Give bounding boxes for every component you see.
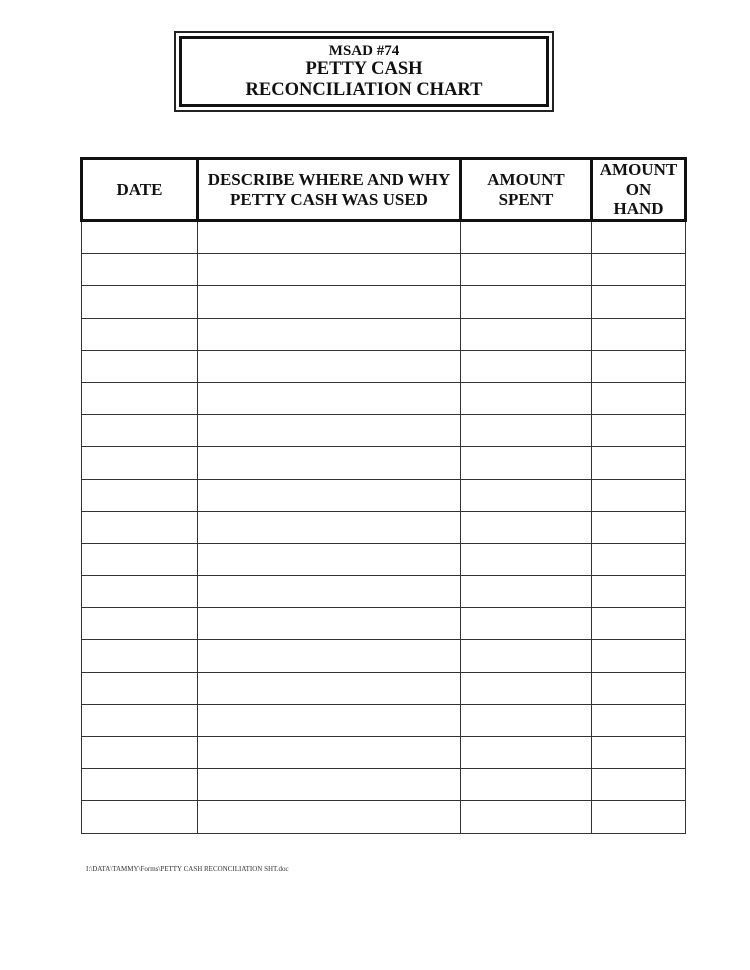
amount-spent-cell[interactable] — [461, 382, 592, 414]
amount-spent-cell[interactable] — [461, 769, 592, 801]
header-amount-on-hand-line-2: ON — [625, 179, 652, 199]
amount-spent-cell[interactable] — [461, 318, 592, 350]
header-row — [82, 159, 686, 221]
table-row — [82, 672, 686, 704]
description-cell[interactable] — [198, 672, 461, 704]
amount-spent-cell[interactable] — [461, 543, 592, 575]
description-cell[interactable] — [198, 479, 461, 511]
description-cell[interactable] — [198, 576, 461, 608]
header-description-line-1: DESCRIBE WHERE AND WHY — [207, 169, 451, 189]
header-description — [198, 159, 461, 221]
amount-on-hand-cell[interactable] — [592, 479, 686, 511]
table-row — [82, 737, 686, 769]
amount-on-hand-cell[interactable] — [592, 318, 686, 350]
description-cell[interactable] — [198, 254, 461, 286]
amount-spent-cell[interactable] — [461, 704, 592, 736]
reconciliation-table — [80, 157, 687, 834]
amount-spent-cell[interactable] — [461, 801, 592, 833]
table-row — [82, 576, 686, 608]
amount-spent-cell[interactable] — [461, 254, 592, 286]
description-cell[interactable] — [198, 447, 461, 479]
header-amount-spent-line-1: AMOUNT — [487, 169, 565, 189]
table-row — [82, 704, 686, 736]
date-cell[interactable] — [82, 221, 198, 254]
amount-on-hand-cell[interactable] — [592, 672, 686, 704]
description-cell[interactable] — [198, 543, 461, 575]
table-row — [82, 640, 686, 672]
date-cell[interactable] — [82, 254, 198, 286]
amount-spent-cell[interactable] — [461, 608, 592, 640]
date-cell[interactable] — [82, 511, 198, 543]
table-row — [82, 382, 686, 414]
organization-name: MSAD #74 — [328, 42, 400, 59]
table-row — [82, 254, 686, 286]
description-cell[interactable] — [198, 382, 461, 414]
description-cell[interactable] — [198, 737, 461, 769]
title-box — [174, 31, 554, 112]
table-row — [82, 415, 686, 447]
date-cell[interactable] — [82, 672, 198, 704]
date-cell[interactable] — [82, 704, 198, 736]
amount-on-hand-cell[interactable] — [592, 511, 686, 543]
header-description-line-2: PETTY CASH WAS USED — [230, 189, 428, 209]
amount-spent-cell[interactable] — [461, 350, 592, 382]
date-cell[interactable] — [82, 608, 198, 640]
date-cell[interactable] — [82, 769, 198, 801]
amount-on-hand-cell[interactable] — [592, 447, 686, 479]
date-cell[interactable] — [82, 382, 198, 414]
amount-spent-cell[interactable] — [461, 479, 592, 511]
table-row — [82, 479, 686, 511]
amount-on-hand-cell[interactable] — [592, 382, 686, 414]
header-amount-spent-line-2: SPENT — [498, 189, 554, 209]
amount-spent-cell[interactable] — [461, 737, 592, 769]
header-amount-on-hand-line-1: AMOUNT — [599, 160, 678, 180]
amount-spent-cell[interactable] — [461, 447, 592, 479]
table-row — [82, 447, 686, 479]
description-cell[interactable] — [198, 704, 461, 736]
description-cell[interactable] — [198, 640, 461, 672]
table-row — [82, 286, 686, 318]
date-cell[interactable] — [82, 640, 198, 672]
date-cell[interactable] — [82, 286, 198, 318]
table-row — [82, 769, 686, 801]
description-cell[interactable] — [198, 511, 461, 543]
table-row — [82, 543, 686, 575]
amount-on-hand-cell[interactable] — [592, 608, 686, 640]
amount-on-hand-cell[interactable] — [592, 543, 686, 575]
table-row — [82, 318, 686, 350]
date-cell[interactable] — [82, 415, 198, 447]
description-cell[interactable] — [198, 608, 461, 640]
amount-on-hand-cell[interactable] — [592, 254, 686, 286]
form-title-line-1: PETTY CASH — [305, 59, 423, 80]
table-row — [82, 608, 686, 640]
table-row — [82, 350, 686, 382]
amount-spent-cell[interactable] — [461, 640, 592, 672]
amount-on-hand-cell[interactable] — [592, 640, 686, 672]
amount-on-hand-cell[interactable] — [592, 801, 686, 833]
footer-file-path: I:\DATA\TAMMY\Forms\PETTY CASH RECONCILIATION SHT.doc — [86, 865, 289, 873]
date-cell[interactable] — [82, 447, 198, 479]
header-amount-on-hand-line-3: HAND — [613, 199, 664, 219]
date-cell[interactable] — [82, 350, 198, 382]
description-cell[interactable] — [198, 350, 461, 382]
date-cell[interactable] — [82, 479, 198, 511]
amount-on-hand-cell[interactable] — [592, 769, 686, 801]
table-row — [82, 511, 686, 543]
amount-spent-cell[interactable] — [461, 576, 592, 608]
description-cell[interactable] — [198, 769, 461, 801]
amount-spent-cell[interactable] — [461, 672, 592, 704]
header-date — [82, 159, 198, 221]
amount-on-hand-cell[interactable] — [592, 737, 686, 769]
description-cell[interactable] — [198, 318, 461, 350]
description-cell[interactable] — [198, 286, 461, 318]
amount-spent-cell[interactable] — [461, 286, 592, 318]
amount-on-hand-cell[interactable] — [592, 576, 686, 608]
title-inner-frame — [179, 36, 549, 107]
amount-on-hand-cell[interactable] — [592, 415, 686, 447]
table-row — [82, 221, 686, 254]
header-date-label: DATE — [116, 179, 163, 199]
amount-on-hand-cell[interactable] — [592, 221, 686, 254]
amount-spent-cell[interactable] — [461, 511, 592, 543]
date-cell[interactable] — [82, 318, 198, 350]
description-cell[interactable] — [198, 415, 461, 447]
amount-on-hand-cell[interactable] — [592, 350, 686, 382]
amount-spent-cell[interactable] — [461, 415, 592, 447]
header-amount-on-hand — [592, 159, 686, 221]
table-body — [82, 221, 686, 834]
date-cell[interactable] — [82, 576, 198, 608]
date-cell[interactable] — [82, 543, 198, 575]
amount-on-hand-cell[interactable] — [592, 704, 686, 736]
amount-on-hand-cell[interactable] — [592, 286, 686, 318]
description-cell[interactable] — [198, 801, 461, 833]
table-row — [82, 801, 686, 833]
description-cell[interactable] — [198, 221, 461, 254]
date-cell[interactable] — [82, 801, 198, 833]
header-amount-spent — [461, 159, 592, 221]
date-cell[interactable] — [82, 737, 198, 769]
amount-spent-cell[interactable] — [461, 221, 592, 254]
form-title-line-2: RECONCILIATION CHART — [245, 79, 483, 100]
